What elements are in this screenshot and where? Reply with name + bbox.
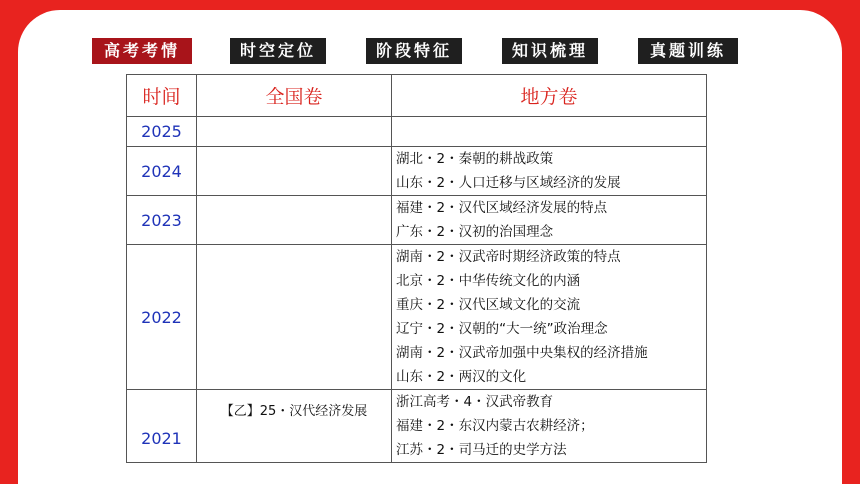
national-cell (197, 196, 392, 245)
table-row (127, 245, 707, 390)
national-cell (197, 117, 392, 147)
local-cell (392, 245, 707, 390)
list-item: 浙江高考・4・汉武帝教育 (396, 394, 554, 410)
year-cell: 2025 (127, 117, 197, 147)
nav-tabs (92, 38, 752, 64)
header-time: 时间 (127, 75, 197, 117)
list-item: 北京・2・中华传统文化的内涵 (396, 273, 581, 289)
list-item: 福建・2・汉代区域经济发展的特点 (396, 200, 608, 216)
table-row (127, 147, 707, 196)
year-cell: 2021 (127, 390, 197, 463)
national-cell (197, 147, 392, 196)
list-item: 重庆・2・汉代区域文化的交流 (396, 297, 581, 313)
list-item: 山东・2・两汉的文化 (396, 369, 527, 385)
national-cell (197, 245, 392, 390)
list-item: 湖南・2・汉武帝时期经济政策的特点 (396, 249, 621, 265)
local-cell (392, 117, 707, 147)
list-item: 广东・2・汉初的治国理念 (396, 224, 554, 240)
tab-stage-features[interactable]: 阶段特征 (366, 38, 462, 64)
year-cell: 2024 (127, 147, 197, 196)
list-item: 山东・2・人口迁移与区域经济的发展 (396, 175, 621, 191)
year-cell: 2023 (127, 196, 197, 245)
tab-time-space[interactable]: 时空定位 (230, 38, 326, 64)
list-item: 湖北・2・秦朝的耕战政策 (396, 151, 554, 167)
table-row (127, 390, 707, 463)
list-item: 辽宁・2・汉朝的“大一统”政治理念 (396, 321, 608, 337)
tab-practice[interactable]: 真题训练 (638, 38, 738, 64)
list-item: 江苏・2・司马迁的史学方法 (396, 442, 567, 458)
year-cell: 2022 (127, 245, 197, 390)
local-cell (392, 390, 707, 463)
local-cell (392, 147, 707, 196)
table-row (127, 196, 707, 245)
tab-knowledge[interactable]: 知识梳理 (502, 38, 598, 64)
national-cell: 【乙】25・汉代经济发展 (197, 390, 392, 463)
list-item: 福建・2・东汉内蒙古农耕经济； (396, 418, 594, 434)
tab-exam-overview[interactable]: 高考考情 (92, 38, 192, 64)
table-row (127, 117, 707, 147)
table-header-row (127, 75, 707, 117)
local-cell (392, 196, 707, 245)
header-national: 全国卷 (197, 75, 392, 117)
list-item: 湖南・2・汉武帝加强中央集权的经济措施 (396, 345, 648, 361)
exam-table (126, 74, 707, 463)
header-local: 地方卷 (392, 75, 707, 117)
